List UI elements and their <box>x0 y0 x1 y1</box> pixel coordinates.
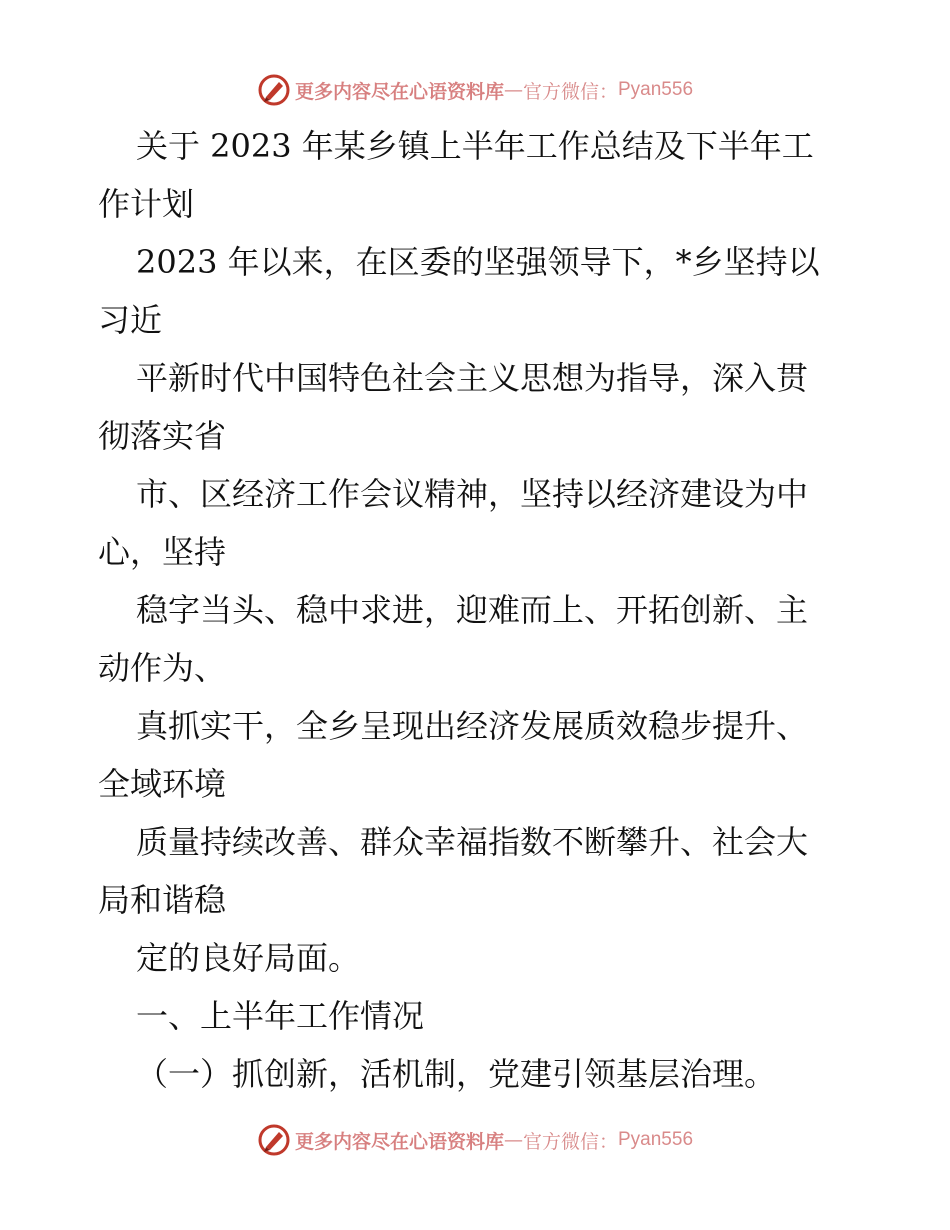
header-watermark-banner <box>0 70 950 110</box>
paragraph-line: 心，坚持 <box>98 533 227 571</box>
title-line-1: 关于 2023 年某乡镇上半年工作总结及下半年工 <box>136 127 814 165</box>
banner-brand-text: 更多内容尽在心语资料库 <box>294 1130 504 1153</box>
paragraph-line: 习近 <box>98 301 163 339</box>
paragraph-line: 定的良好局面。 <box>136 939 361 977</box>
paragraph-line: 动作为、 <box>98 649 227 687</box>
banner-account-label: 官方微信： <box>522 80 618 103</box>
banner-brand-text: 更多内容尽在心语资料库 <box>294 80 504 103</box>
pen-logo-icon <box>257 1123 291 1157</box>
paragraph-line: 全域环境 <box>98 765 227 803</box>
pen-logo-icon <box>257 73 291 107</box>
subsection-heading: （一）抓创新，活机制，党建引领基层治理。 <box>136 1055 777 1093</box>
banner-separator: — <box>503 1129 523 1151</box>
banner-account-id: Pyan556 <box>618 79 694 100</box>
paragraph-line: 局和谐稳 <box>98 881 227 919</box>
paragraph-line: 平新时代中国特色社会主义思想为指导，深入贯 <box>136 359 809 397</box>
banner-account-id: Pyan556 <box>618 1129 694 1150</box>
paragraph-line: 稳字当头、稳中求进，迎难而上、开拓创新、主 <box>136 591 809 629</box>
paragraph-line: 2023 年以来，在区委的坚强领导下，*乡坚持以 <box>136 243 820 281</box>
section-heading: 一、上半年工作情况 <box>136 997 425 1035</box>
banner-separator: — <box>503 79 523 101</box>
title-line-2: 作计划 <box>98 185 195 223</box>
paragraph-line: 质量持续改善、群众幸福指数不断攀升、社会大 <box>136 823 809 861</box>
paragraph-line: 彻落实省 <box>98 417 227 455</box>
footer-watermark-banner <box>0 1120 950 1160</box>
paragraph-line: 真抓实干，全乡呈现出经济发展质效稳步提升、 <box>136 707 809 745</box>
paragraph-line: 市、区经济工作会议精神，坚持以经济建设为中 <box>136 475 809 513</box>
banner-account-label: 官方微信： <box>522 1130 618 1153</box>
